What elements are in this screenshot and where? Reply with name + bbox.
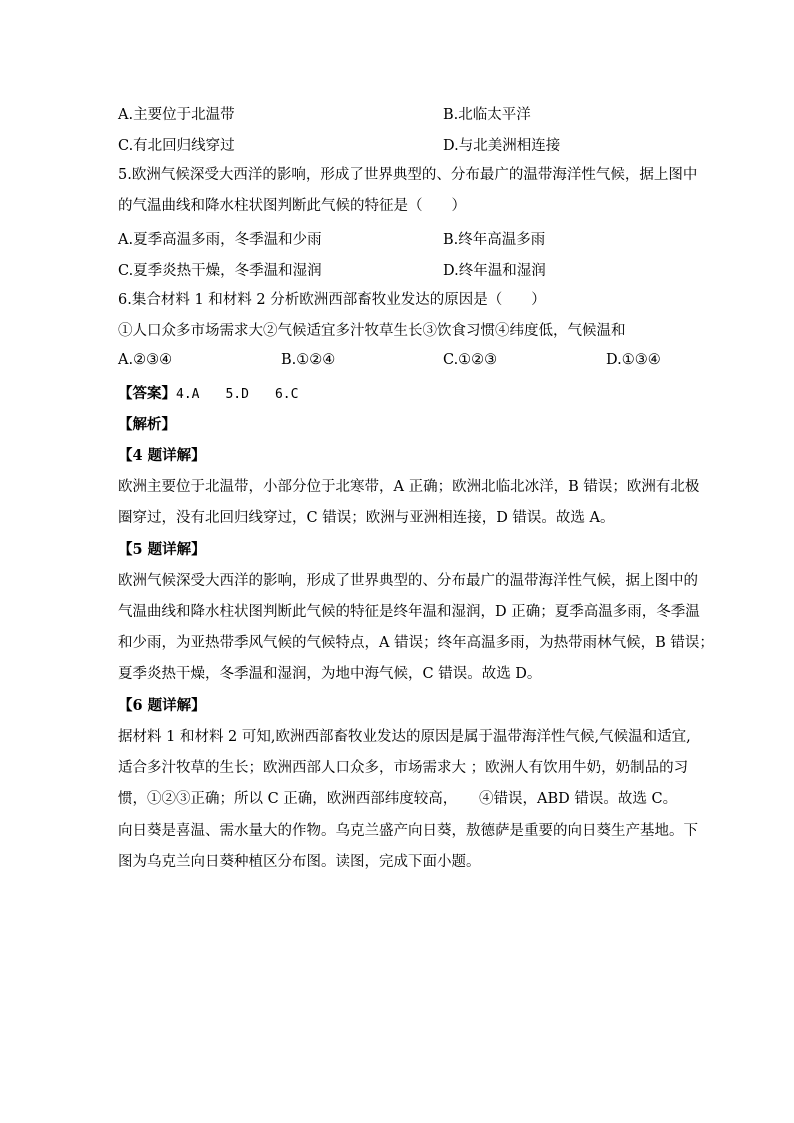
- q4-option-d: D.与北美洲相连接: [443, 138, 561, 154]
- detail5-label: 【5 题详解】: [118, 541, 206, 558]
- detail4-line2: 圈穿过，没有北回归线穿过，C 错误；欧洲与亚洲相连接，D 错误。故选 A。: [118, 510, 615, 526]
- detail5-line2: 气温曲线和降水柱状图判断此气候的特征是终年温和湿润，D 正确；夏季高温多雨，冬季温: [118, 604, 700, 620]
- q4-option-b: B.北临太平洋: [443, 107, 531, 123]
- detail4-label: 【4 题详解】: [118, 447, 206, 464]
- q6-option-b: B.①②④: [281, 352, 336, 368]
- detail5-line1: 欧洲气候深受大西洋的影响，形成了世界典型的、分布最广的温带海洋性气候，据上图中的: [118, 573, 698, 589]
- analysis-label: 【解析】: [118, 416, 176, 433]
- answer-values: 4.A 5.D 6.C: [176, 387, 299, 402]
- detail6-line2: 适合多汁牧草的生长；欧洲西部人口众多，市场需求大 ；欧洲人有饮用牛奶，奶制品的习: [118, 760, 689, 776]
- q6-option-c: C.①②③: [443, 352, 498, 368]
- answer-line: [118, 384, 678, 405]
- detail6-label: 【6 题详解】: [118, 697, 206, 714]
- detail6-line3: 惯，①②③正确；所以 C 正确，欧洲西部纬度较高， ④错误，ABD 错误。故选 C。: [118, 791, 678, 807]
- q5-option-a: A.夏季高温多雨，冬季温和少雨: [118, 232, 322, 248]
- passage-line1: 向日葵是喜温、需水量大的作物。乌克兰盛产向日葵，敖德萨是重要的向日葵生产基地。下: [118, 823, 698, 839]
- q4-option-c: C.有北回归线穿过: [118, 138, 235, 154]
- q4-option-a: A.主要位于北温带: [118, 107, 235, 123]
- q5-option-b: B.终年高温多雨: [443, 232, 546, 248]
- detail5-line3: 和少雨，为亚热带季风气候的气候特点，A 错误；终年高温多雨，为热带雨林气候，B 错误；: [118, 635, 714, 651]
- detail6-line1: 据材料 1 和材料 2 可知,欧洲西部畜牧业发达的原因是属于温带海洋性气候,气候温和适宜,: [118, 729, 691, 745]
- q5-stem-line1: 5.欧洲气候深受大西洋的影响，形成了世界典型的、分布最广的温带海洋性气候，据上图中: [118, 167, 698, 183]
- q6-items: ①人口众多市场需求大②气候适宜多汁牧草生长③饮食习惯④纬度低，气候温和: [118, 323, 626, 339]
- q6-option-a: A.②③④: [118, 352, 173, 368]
- q5-option-d: D.终年温和湿润: [443, 263, 546, 279]
- q6-option-d: D.①③④: [606, 352, 661, 368]
- answer-label: 【答案】: [118, 385, 176, 402]
- q6-stem: 6.集合材料 1 和材料 2 分析欧洲西部畜牧业发达的原因是（ ）: [118, 292, 546, 308]
- q5-stem-line2: 的气温曲线和降水柱状图判断此气候的特征是（ ）: [118, 198, 466, 214]
- detail4-line1: 欧洲主要位于北温带，小部分位于北寒带，A 正确；欧洲北临北冰洋，B 错误；欧洲有北极: [118, 479, 700, 495]
- passage-line2: 图为乌克兰向日葵种植区分布图。读图，完成下面小题。: [118, 854, 481, 870]
- q5-option-c: C.夏季炎热干燥，冬季温和湿润: [118, 263, 322, 279]
- detail5-line4: 夏季炎热干燥，冬季温和湿润，为地中海气候，C 错误。故选 D。: [118, 666, 542, 682]
